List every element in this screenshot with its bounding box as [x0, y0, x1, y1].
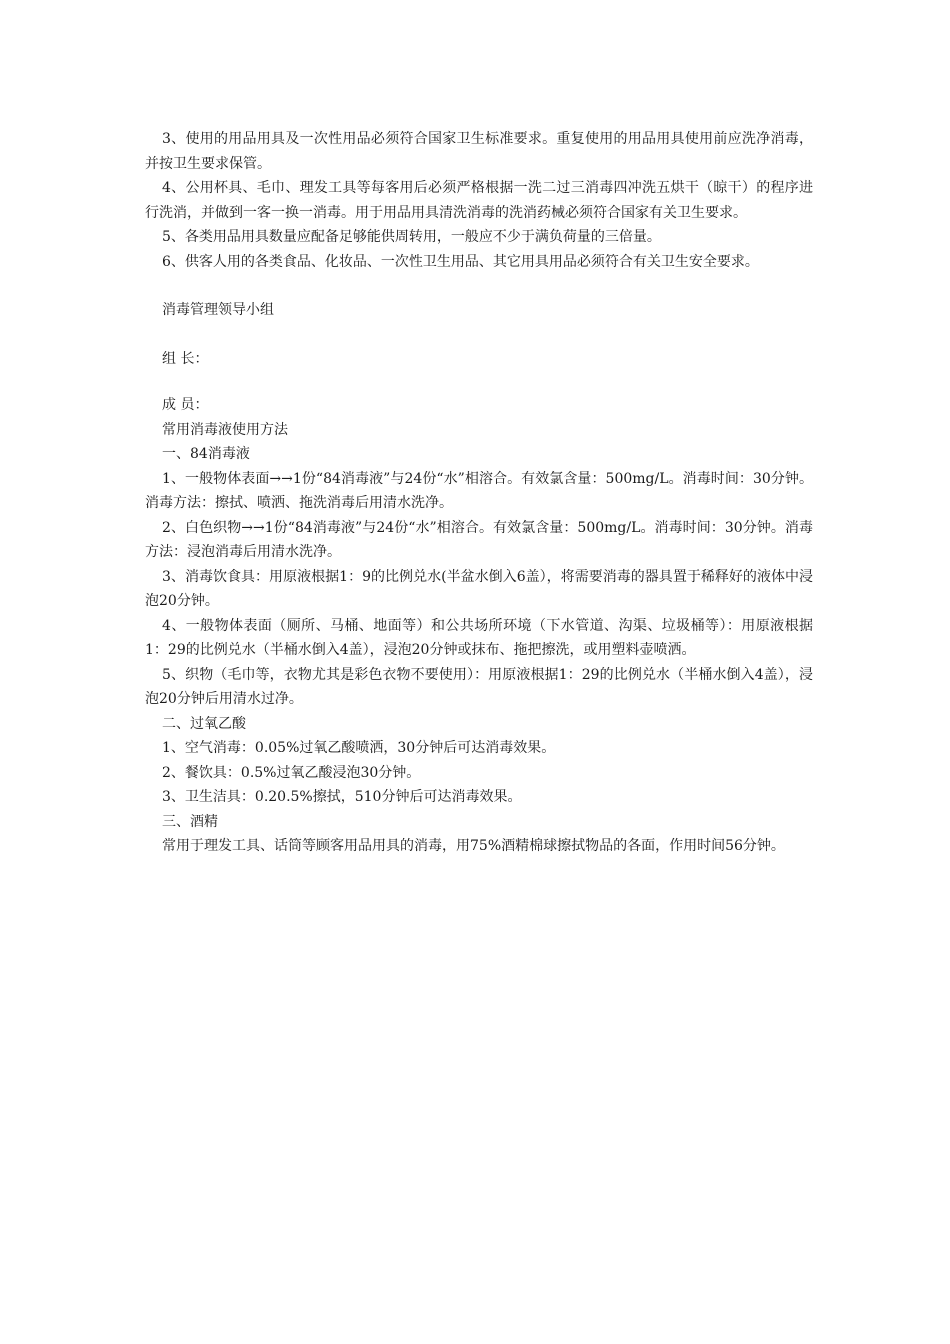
section-84-title: 一、84消毒液: [162, 446, 250, 462]
section-peracetic-title: 二、过氧乙酸: [162, 715, 246, 732]
section-84-item-3: 3、消毒饮食具：用原液根据1：9的比例兑水(半盆水倒入6盖），将需要消毒的器具置于稀释好的液体中浸泡20分钟。: [145, 568, 813, 609]
leadership-group-title: 消毒管理领导小组: [162, 302, 274, 318]
section-peracetic-item-1: 1、空气消毒：0.05%过氧乙酸喷洒，30分钟后可达消毒效果。: [162, 740, 556, 756]
spacer: [145, 371, 813, 393]
section-84-item-4: 4、一般物体表面（厕所、马桶、地面等）和公共场所环境（下水管道、沟渠、垃圾桶等）：用原液根据1：29的比例兑水（半桶水倒入4盖），浸泡20分钟或抹布、拖把擦洗，或用塑料壶喷洒。: [145, 617, 813, 658]
spacer: [145, 323, 813, 347]
paragraph-item-3: 3、使用的用品用具及一次性用品必须符合国家卫生标准要求。重复使用的用品用具使用前应洗净消毒，并按卫生要求保管。: [145, 131, 813, 172]
paragraph-item-5: 5、各类用品用具数量应配备足够能供周转用，一般应不少于满负荷量的三倍量。: [162, 229, 661, 245]
members-label: 成 员：: [162, 397, 209, 413]
spacer: [145, 274, 813, 298]
leader-label: 组 长：: [162, 350, 209, 367]
section-84-item-2: 2、白色织物→→1份“84消毒液”与24份“水”相溶合。有效氯含量：500mg/L。消毒时间：30分钟。消毒方法：浸泡消毒后用清水洗净。: [145, 519, 813, 560]
section-alcohol-title: 三、酒精: [162, 813, 218, 830]
methods-title: 常用消毒液使用方法: [162, 421, 288, 438]
document-page: [145, 127, 813, 859]
section-peracetic-item-2: 2、餐饮具：0.5%过氧乙酸浸泡30分钟。: [162, 764, 421, 781]
paragraph-item-6: 6、供客人用的各类食品、化妆品、一次性卫生用品、其它用具用品必须符合有关卫生安全要求。: [162, 253, 759, 270]
section-alcohol-text: 常用于理发工具、话筒等顾客用品用具的消毒，用75%酒精棉球擦拭物品的各面，作用时间56分钟。: [162, 838, 785, 854]
section-84-item-1: 1、一般物体表面→→1份“84消毒液”与24份“水”相溶合。有效氯含量：500mg/L。消毒时间：30分钟。消毒方法：擦拭、喷洒、拖洗消毒后用清水洗净。: [145, 470, 813, 511]
paragraph-item-4: 4、公用杯具、毛巾、理发工具等每客用后必须严格根据一洗二过三消毒四冲洗五烘干（晾干）的程序进行洗消，并做到一客一换一消毒。用于用品用具清洗消毒的洗消药械必须符合国家有关卫生要求。: [145, 180, 813, 221]
section-84-item-5: 5、织物（毛巾等，衣物尤其是彩色衣物不要使用）：用原液根据1：29的比例兑水（半桶水倒入4盖），浸泡20分钟后用清水过净。: [145, 666, 813, 707]
section-peracetic-item-3: 3、卫生洁具：0.20.5%擦拭，510分钟后可达消毒效果。: [162, 789, 522, 805]
